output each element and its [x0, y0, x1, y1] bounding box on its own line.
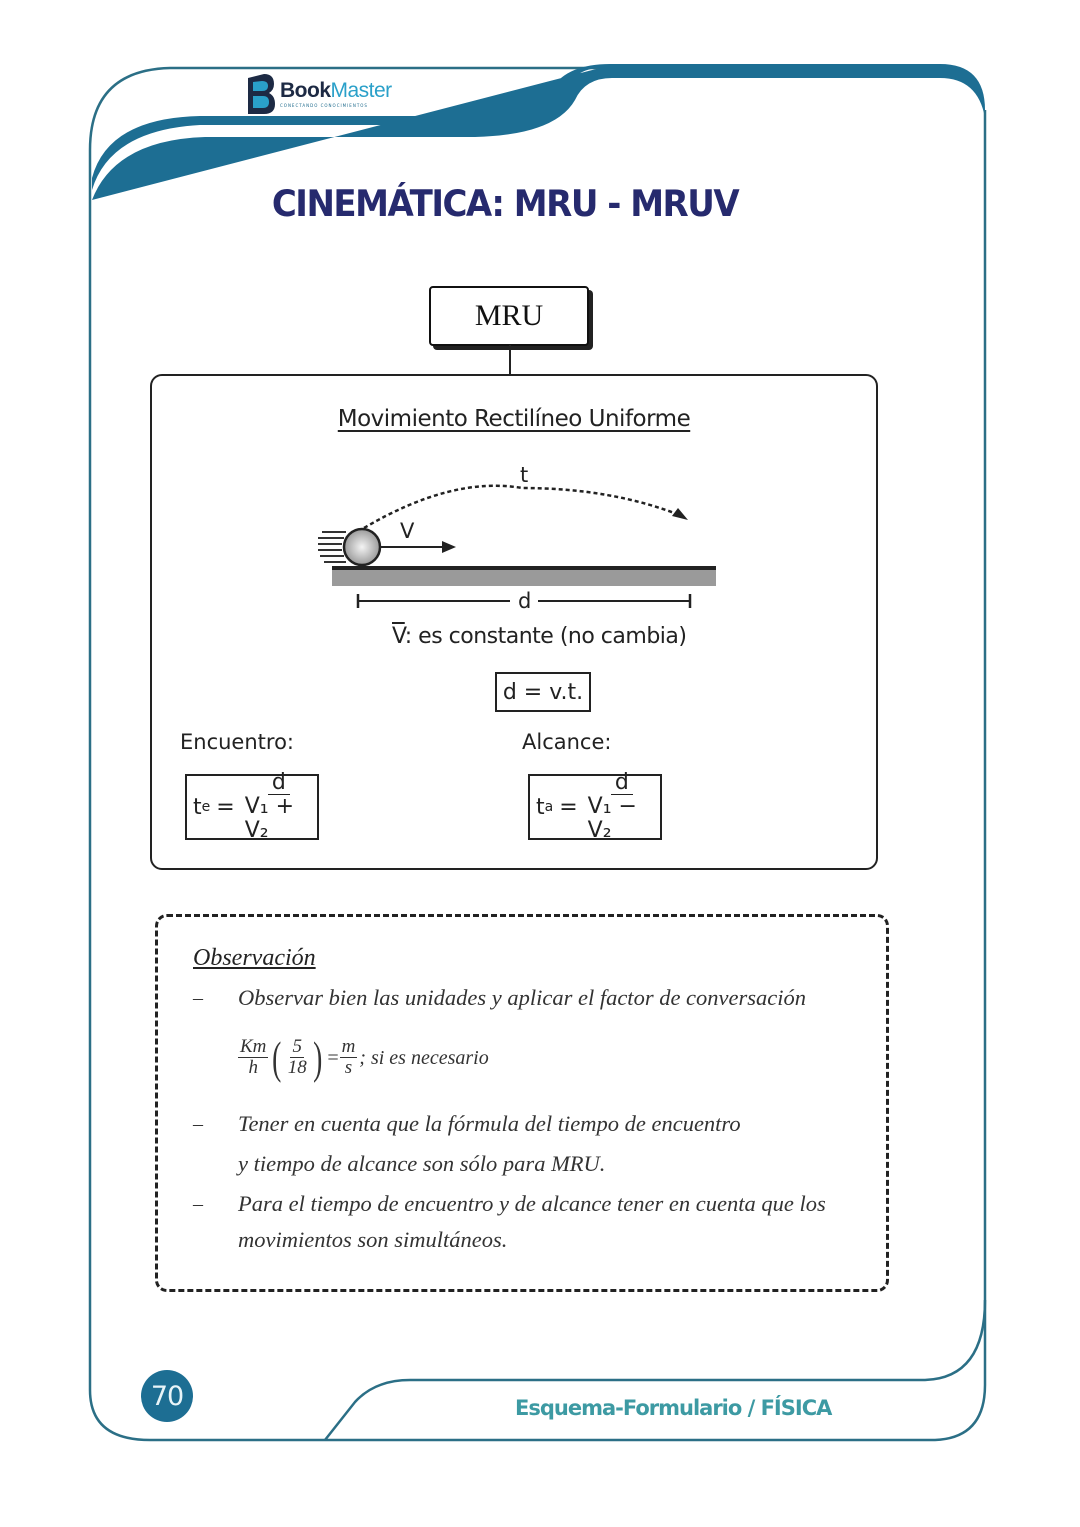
mru-panel [150, 374, 878, 870]
logo-tagline: CONECTANDO CONOCIMIENTOS [280, 103, 368, 108]
five-eighteenths-fraction [286, 1037, 309, 1079]
velocity-label: V [400, 519, 415, 543]
time-label: t [520, 463, 529, 487]
formula-alcance: t a = $\frac{d}{\text{V₁ − V₂}}$ [528, 774, 662, 840]
velocity-symbol: $\overline{V}$ [392, 624, 405, 649]
mru-subtitle: Movimiento Rectilíneo Uniforme [337, 406, 691, 432]
te-numerator: d [268, 771, 290, 795]
velocity-arrow-icon [442, 541, 456, 553]
velocity-constant-note [392, 624, 686, 649]
encuentro-label: Encuentro: [180, 730, 294, 754]
observation-item-2: Tener en cuenta que la fórmula del tiempo de encuentro [238, 1111, 741, 1136]
equals-sign: = [326, 1046, 340, 1069]
m-s-fraction [340, 1037, 358, 1079]
page-number-badge: 70 [141, 1370, 193, 1422]
ta-numerator: d [611, 771, 633, 795]
ta-subscript: a [544, 799, 554, 815]
mru-heading-box: MRU [429, 286, 589, 346]
logo-name-part1: Book [280, 79, 331, 102]
bullet-dash: – [193, 987, 203, 1009]
te-subscript: e [201, 799, 211, 815]
alcance-label: Alcance: [522, 730, 612, 754]
trajectory-arrow-icon [672, 508, 688, 520]
te-denominator: V₁ + V₂ [244, 793, 294, 844]
page-title: CINEMÁTICA: MRU - MRUV [271, 182, 739, 226]
te-fraction [241, 771, 317, 843]
ta-symbol: t [536, 794, 545, 820]
observation-item-2-cont: y tiempo de alcance son sólo para MRU. [238, 1151, 606, 1176]
connector-line [509, 345, 511, 375]
ball-icon [344, 529, 380, 565]
km-numerator: Km [240, 1036, 267, 1058]
observation-item-3-cont: movimientos son simultáneos. [238, 1227, 508, 1252]
footer-label: Esquema-Formulario / FÍSICA [515, 1396, 832, 1420]
distance-label: d [518, 589, 532, 613]
conversion-suffix: ; si es necesario [359, 1046, 489, 1069]
conversion-formula: $\frac{Km}{h}$ ( $\frac{5}{18}$ ) = $\frac{m}{s}$ ; si es necesario [240, 1032, 489, 1083]
velocity-note-text: : es constante (no cambia) [404, 624, 687, 649]
bullet-dash: – [193, 1193, 203, 1215]
te-symbol: t [193, 794, 202, 820]
observation-item-1: Observar bien las unidades y aplicar el factor de conversación [238, 985, 807, 1010]
km-h-fraction [238, 1037, 268, 1079]
m-numerator: m [341, 1036, 356, 1058]
eighteen-denominator: 18 [287, 1057, 307, 1079]
formula-distance: d = v.t. [495, 672, 591, 712]
bullet-dash: – [193, 1113, 203, 1135]
logo-name-part2: Master [330, 79, 392, 102]
observation-item-3: Para el tiempo de encuentro y de alcance tener en cuenta que los [238, 1191, 826, 1216]
h-denominator: h [248, 1057, 258, 1079]
formula-encuentro: t e = $\frac{d}{\text{V₁ + V₂}}$ [185, 774, 319, 840]
brand-logo [244, 72, 392, 116]
five-numerator: 5 [292, 1036, 302, 1058]
s-denominator: s [344, 1057, 353, 1079]
ta-denominator: V₁ − V₂ [587, 793, 637, 844]
observation-box [155, 914, 889, 1292]
book-logo-icon [244, 72, 276, 116]
ta-fraction [584, 771, 660, 843]
observation-title: Observación [193, 945, 316, 971]
